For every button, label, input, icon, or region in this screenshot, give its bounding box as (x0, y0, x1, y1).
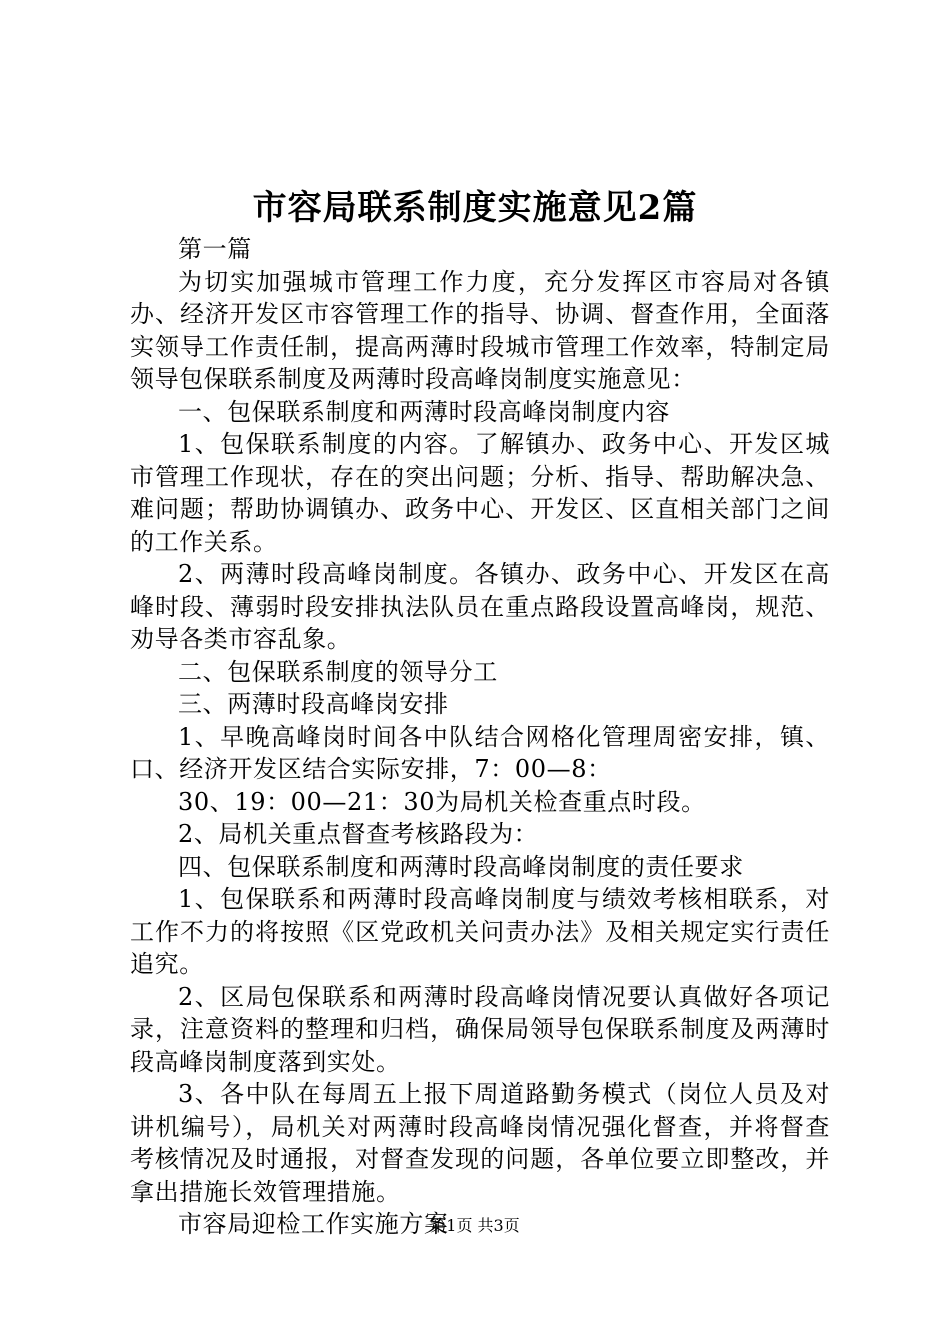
paragraph-item-4-2: 2、区局包保联系和两薄时段高峰岗情况要认真做好各项记录，注意资料的整理和归档，确保局领导包保联系制度及两薄时段高峰岗制度落到实处。 (130, 982, 830, 1076)
paragraph-next-title: 市容局迎检工作实施方案 (178, 1210, 449, 1238)
paragraph-item-3-1: 1、早晚高峰岗时间各中队结合网格化管理周密安排，镇、口、经济开发区结合实际安排，7：00—8： (130, 722, 830, 783)
paragraph-item-4-3: 3、各中队在每周五上报下周道路勤务模式（岗位人员及对讲机编号），局机关对两薄时段高峰岗情况强化督查，并将督查考核情况及时通报，对督查发现的问题，各单位要立即整改，并拿出措施长效管理措施。 (130, 1080, 830, 1206)
paragraph-item-1-1: 1、包保联系制度的内容。了解镇办、政务中心、开发区城市管理工作现状，存在的突出问题；分析、指导、帮助解决急、难问题；帮助协调镇办、政务中心、开发区、区直相关部门之间的工作关系。 (130, 430, 830, 556)
paragraph-item-4-1: 1、包保联系和两薄时段高峰岗制度与绩效考核相联系，对工作不力的将按照《区党政机关问责办法》及相关规定实行责任追究。 (130, 885, 830, 978)
document-title: 市容局联系制度实施意见2篇 (252, 188, 698, 228)
paragraph-intro: 为切实加强城市管理工作力度，充分发挥区市容局对各镇办、经济开发区市容管理工作的指导、协调、督查作用，全面落实领导工作责任制，提高两薄时段城市管理工作效率，特制定局领导包保联系制度及两薄时段高峰岗制度实施意见： (130, 267, 830, 393)
heading-section-2: 二、包保联系制度的领导分工 (178, 657, 498, 686)
paragraph-section-label: 第一篇 (178, 235, 252, 263)
paragraph-item-3-2: 2、局机关重点督查考核路段为： (178, 820, 539, 848)
document-body (130, 233, 830, 1241)
heading-section-4: 四、包保联系制度和两薄时段高峰岗制度的责任要求 (178, 852, 744, 881)
heading-section-1: 一、包保联系制度和两薄时段高峰岗制度内容 (178, 397, 670, 426)
paragraph-item-3-1-cont: 30、19：00—21：30为局机关检查重点时段。 (178, 787, 706, 816)
heading-section-3: 三、两薄时段高峰岗安排 (178, 690, 449, 718)
paragraph-item-1-2: 2、两薄时段高峰岗制度。各镇办、政务中心、开发区在高峰时段、薄弱时段安排执法队员在重点路段设置高峰岗，规范、劝导各类市容乱象。 (130, 560, 830, 653)
page-footer: 第1页 共3页 (430, 1216, 520, 1235)
